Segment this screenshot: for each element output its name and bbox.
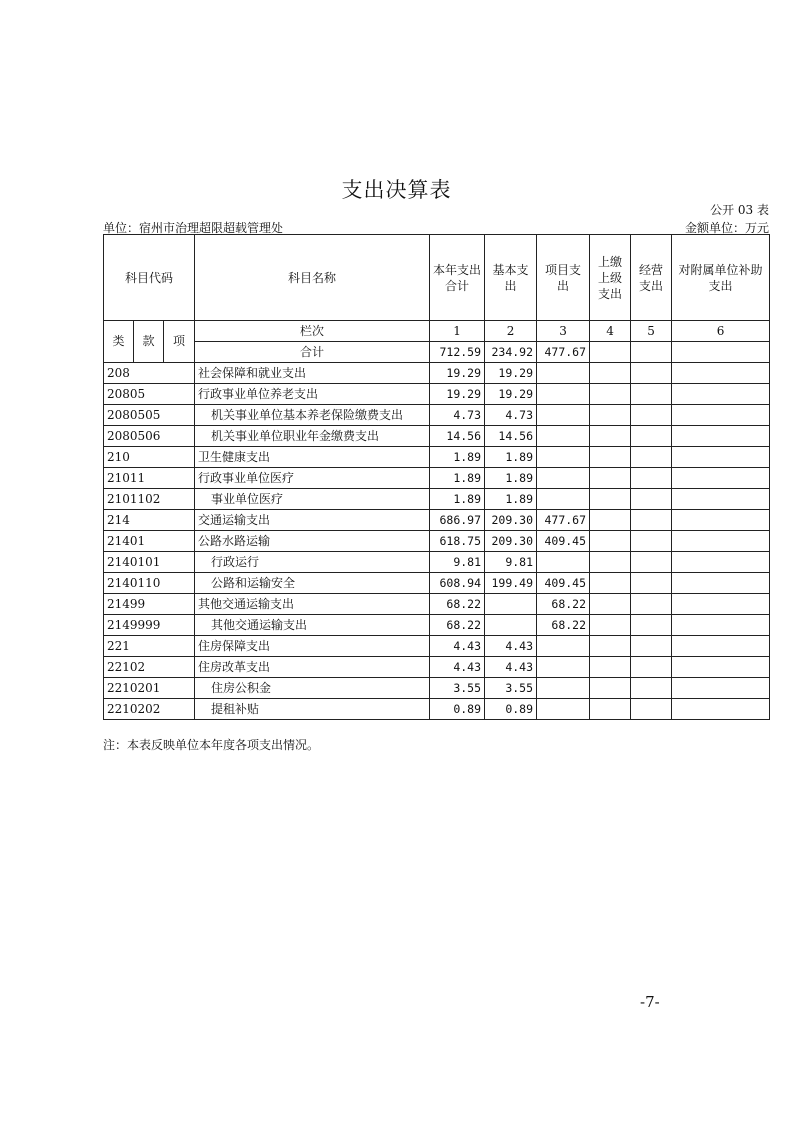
total-cell: 19.29 xyxy=(430,363,485,384)
upper-cell xyxy=(590,594,631,615)
total-cell: 68.22 xyxy=(430,615,485,636)
table-row xyxy=(104,405,770,426)
total-cell: 0.89 xyxy=(430,699,485,720)
subject-name-cell: 住房改革支出 xyxy=(195,657,430,678)
col-number-1: 1 xyxy=(430,321,485,342)
basic-cell: 19.29 xyxy=(485,384,537,405)
subject-name-cell: 住房保障支出 xyxy=(195,636,430,657)
upper-cell xyxy=(590,657,631,678)
col-number-3: 3 xyxy=(537,321,590,342)
subsidy-cell xyxy=(672,363,770,384)
basic-cell: 199.49 xyxy=(485,573,537,594)
subject-code-cell: 208 xyxy=(104,363,195,384)
subsidy-cell xyxy=(672,405,770,426)
subsidy-cell xyxy=(672,615,770,636)
upper-cell xyxy=(590,699,631,720)
business-cell xyxy=(631,594,672,615)
subsidy-cell xyxy=(672,426,770,447)
header-subject-code: 科目代码 xyxy=(104,235,195,321)
project-cell: 68.22 xyxy=(537,615,590,636)
subject-code-cell: 2149999 xyxy=(104,615,195,636)
total-cell: 1.89 xyxy=(430,447,485,468)
business-cell xyxy=(631,552,672,573)
col-number-5: 5 xyxy=(631,321,672,342)
total-cell: 712.59 xyxy=(430,342,485,363)
subsidy-cell xyxy=(672,468,770,489)
business-cell xyxy=(631,699,672,720)
subject-name-cell: 卫生健康支出 xyxy=(195,447,430,468)
business-cell xyxy=(631,447,672,468)
business-cell xyxy=(631,615,672,636)
business-cell xyxy=(631,510,672,531)
header-upper: 上缴上级支出 xyxy=(590,235,631,321)
subject-name-cell: 公路水路运输 xyxy=(195,531,430,552)
project-cell xyxy=(537,552,590,573)
business-cell xyxy=(631,573,672,594)
basic-cell: 4.43 xyxy=(485,657,537,678)
upper-cell xyxy=(590,489,631,510)
basic-cell xyxy=(485,594,537,615)
project-cell: 409.45 xyxy=(537,531,590,552)
upper-cell xyxy=(590,384,631,405)
subsidy-cell xyxy=(672,573,770,594)
business-cell xyxy=(631,468,672,489)
subject-code-cell: 22102 xyxy=(104,657,195,678)
subsidy-total-cell xyxy=(672,342,770,363)
form-number: 公开 03 表 xyxy=(710,203,769,217)
project-cell: 409.45 xyxy=(537,573,590,594)
basic-cell: 9.81 xyxy=(485,552,537,573)
project-cell xyxy=(537,657,590,678)
business-cell xyxy=(631,657,672,678)
business-cell xyxy=(631,678,672,699)
upper-cell xyxy=(590,531,631,552)
subject-code-cell: 2101102 xyxy=(104,489,195,510)
project-cell: 68.22 xyxy=(537,594,590,615)
col-number-2: 2 xyxy=(485,321,537,342)
subject-code-cell: 21401 xyxy=(104,531,195,552)
project-cell xyxy=(537,363,590,384)
table-row xyxy=(104,636,770,657)
table-row xyxy=(104,447,770,468)
business-cell xyxy=(631,384,672,405)
subject-code-cell: 2080505 xyxy=(104,405,195,426)
basic-total-cell: 234.92 xyxy=(485,342,537,363)
basic-cell: 4.73 xyxy=(485,405,537,426)
business-cell xyxy=(631,489,672,510)
page-title: 支出决算表 xyxy=(341,178,452,202)
subject-name-cell: 其他交通运输支出 xyxy=(195,594,430,615)
upper-cell xyxy=(590,363,631,384)
total-cell: 19.29 xyxy=(430,384,485,405)
expenditure-table xyxy=(103,234,770,720)
subject-code-cell: 20805 xyxy=(104,384,195,405)
upper-cell xyxy=(590,426,631,447)
total-cell: 618.75 xyxy=(430,531,485,552)
subject-code-cell: 2210201 xyxy=(104,678,195,699)
table-row xyxy=(104,363,770,384)
subject-name-cell: 社会保障和就业支出 xyxy=(195,363,430,384)
basic-cell: 1.89 xyxy=(485,447,537,468)
total-cell: 68.22 xyxy=(430,594,485,615)
upper-cell xyxy=(590,510,631,531)
table-row xyxy=(104,489,770,510)
subject-name-cell: 行政运行 xyxy=(195,552,430,573)
subsidy-cell xyxy=(672,489,770,510)
basic-cell xyxy=(485,615,537,636)
project-cell: 477.67 xyxy=(537,510,590,531)
subsidy-cell xyxy=(672,699,770,720)
subsidy-cell xyxy=(672,657,770,678)
total-row xyxy=(104,342,770,363)
project-cell xyxy=(537,447,590,468)
subject-name-cell: 住房公积金 xyxy=(195,678,430,699)
subject-code-cell: 214 xyxy=(104,510,195,531)
total-cell: 686.97 xyxy=(430,510,485,531)
header-xiang: 项 xyxy=(164,321,195,363)
unit-label: 单位：宿州市治理超限超载管理处 xyxy=(103,221,284,235)
subject-code-cell: 2210202 xyxy=(104,699,195,720)
col-number-6: 6 xyxy=(672,321,770,342)
col-number-4: 4 xyxy=(590,321,631,342)
table-row xyxy=(104,531,770,552)
upper-cell xyxy=(590,678,631,699)
subsidy-cell xyxy=(672,384,770,405)
header-business: 经营支出 xyxy=(631,235,672,321)
header-subsidy: 对附属单位补助支出 xyxy=(672,235,770,321)
upper-cell xyxy=(590,468,631,489)
upper-cell xyxy=(590,636,631,657)
business-cell xyxy=(631,636,672,657)
subject-name-cell: 交通运输支出 xyxy=(195,510,430,531)
project-cell xyxy=(537,489,590,510)
table-row xyxy=(104,594,770,615)
upper-cell xyxy=(590,405,631,426)
subsidy-cell xyxy=(672,594,770,615)
project-cell xyxy=(537,426,590,447)
business-total-cell xyxy=(631,342,672,363)
header-lanci: 栏次 xyxy=(195,321,430,342)
upper-cell xyxy=(590,573,631,594)
project-cell xyxy=(537,405,590,426)
header-kuan: 款 xyxy=(134,321,164,363)
header-total: 本年支出合计 xyxy=(430,235,485,321)
subsidy-cell xyxy=(672,636,770,657)
table-row xyxy=(104,468,770,489)
subject-code-cell: 2140110 xyxy=(104,573,195,594)
basic-cell: 4.43 xyxy=(485,636,537,657)
project-cell xyxy=(537,636,590,657)
total-cell: 14.56 xyxy=(430,426,485,447)
project-cell xyxy=(537,468,590,489)
table-row xyxy=(104,552,770,573)
basic-cell: 1.89 xyxy=(485,468,537,489)
table-row xyxy=(104,678,770,699)
basic-cell: 209.30 xyxy=(485,531,537,552)
page-number: -7- xyxy=(640,993,660,1011)
subject-code-cell: 2080506 xyxy=(104,426,195,447)
table-row xyxy=(104,699,770,720)
total-cell: 3.55 xyxy=(430,678,485,699)
total-cell: 4.43 xyxy=(430,657,485,678)
subject-name-cell: 公路和运输安全 xyxy=(195,573,430,594)
business-cell xyxy=(631,531,672,552)
project-cell xyxy=(537,699,590,720)
upper-cell xyxy=(590,447,631,468)
subject-name-cell: 机关事业单位基本养老保险缴费支出 xyxy=(195,405,430,426)
header-lei: 类 xyxy=(104,321,134,363)
subject-name-cell: 其他交通运输支出 xyxy=(195,615,430,636)
basic-cell: 19.29 xyxy=(485,363,537,384)
subject-code-cell: 221 xyxy=(104,636,195,657)
basic-cell: 1.89 xyxy=(485,489,537,510)
project-total-cell: 477.67 xyxy=(537,342,590,363)
subsidy-cell xyxy=(672,552,770,573)
subject-name-cell: 行政事业单位养老支出 xyxy=(195,384,430,405)
table-row xyxy=(104,657,770,678)
business-cell xyxy=(631,405,672,426)
subject-code-cell: 2140101 xyxy=(104,552,195,573)
table-row xyxy=(104,510,770,531)
basic-cell: 209.30 xyxy=(485,510,537,531)
total-cell: 4.43 xyxy=(430,636,485,657)
amount-unit-label: 金额单位：万元 xyxy=(684,221,769,235)
subject-code-cell: 210 xyxy=(104,447,195,468)
project-cell xyxy=(537,384,590,405)
subject-code-cell: 21011 xyxy=(104,468,195,489)
subject-code-cell: 21499 xyxy=(104,594,195,615)
table-row xyxy=(104,615,770,636)
subsidy-cell xyxy=(672,447,770,468)
project-cell xyxy=(537,678,590,699)
subsidy-cell xyxy=(672,678,770,699)
business-cell xyxy=(631,426,672,447)
table-row xyxy=(104,426,770,447)
upper-cell xyxy=(590,615,631,636)
basic-cell: 3.55 xyxy=(485,678,537,699)
table-note: 注：本表反映单位本年度各项支出情况。 xyxy=(103,738,320,752)
basic-cell: 14.56 xyxy=(485,426,537,447)
subject-name-cell: 行政事业单位医疗 xyxy=(195,468,430,489)
total-cell: 1.89 xyxy=(430,468,485,489)
total-cell: 9.81 xyxy=(430,552,485,573)
table-row xyxy=(104,573,770,594)
subject-name-cell: 机关事业单位职业年金缴费支出 xyxy=(195,426,430,447)
business-cell xyxy=(631,363,672,384)
header-subject-name: 科目名称 xyxy=(195,235,430,321)
total-label: 合计 xyxy=(195,342,430,363)
total-cell: 1.89 xyxy=(430,489,485,510)
subject-name-cell: 事业单位医疗 xyxy=(195,489,430,510)
total-cell: 608.94 xyxy=(430,573,485,594)
upper-total-cell xyxy=(590,342,631,363)
upper-cell xyxy=(590,552,631,573)
subsidy-cell xyxy=(672,531,770,552)
total-cell: 4.73 xyxy=(430,405,485,426)
table-row xyxy=(104,384,770,405)
header-basic: 基本支出 xyxy=(485,235,537,321)
subject-name-cell: 提租补贴 xyxy=(195,699,430,720)
subsidy-cell xyxy=(672,510,770,531)
header-project: 项目支出 xyxy=(537,235,590,321)
basic-cell: 0.89 xyxy=(485,699,537,720)
